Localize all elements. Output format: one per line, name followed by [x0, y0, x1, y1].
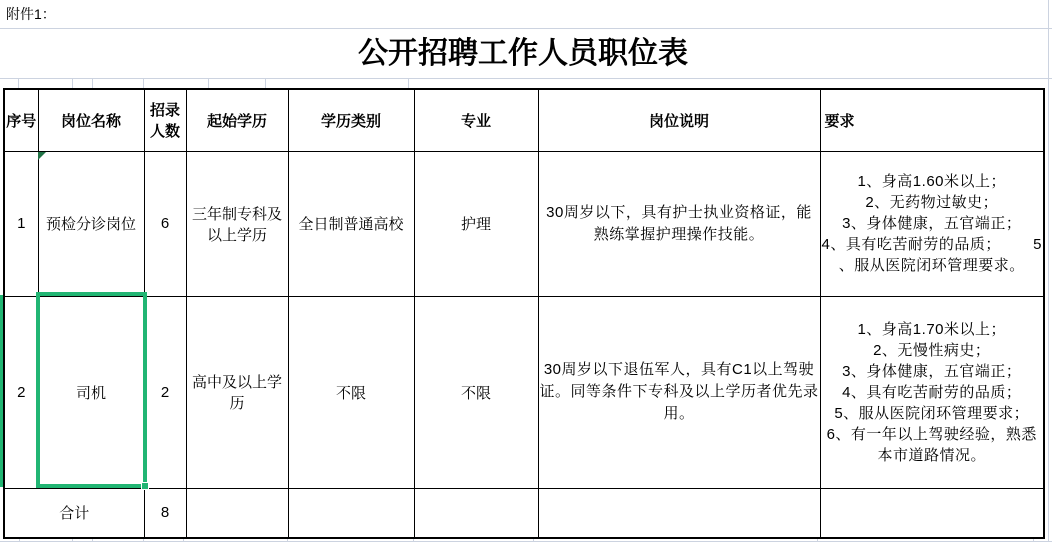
requirement-line: 6、有一年以上驾驶经验，熟悉本市道路情况。 — [826, 425, 1037, 464]
gridline — [0, 78, 1052, 79]
start-education-cell[interactable]: 高中及以上学历 — [186, 296, 288, 488]
cell-error-indicator-icon — [38, 152, 46, 160]
col-header-requirements[interactable]: 要求 — [820, 89, 1044, 151]
start-education-cell[interactable]: 三年制专科及以上学历 — [186, 151, 288, 296]
gridline — [143, 78, 144, 88]
col-header-seq[interactable]: 序号 — [4, 89, 38, 151]
description-cell[interactable]: 30周岁以下退伍军人，具有C1以上驾驶证。同等条件下专科及以上学历者优先录用。 — [538, 296, 820, 488]
position-cell[interactable]: 预检分诊岗位 — [38, 151, 144, 296]
seq-cell[interactable]: 1 — [4, 151, 38, 296]
total-row — [4, 488, 1044, 538]
requirement-line: 4、具有吃苦耐劳的品质； — [842, 383, 1022, 401]
requirement-line: 1、身高1.70米以上； — [857, 320, 1007, 338]
table-row — [4, 151, 1044, 296]
col-header-major[interactable]: 专业 — [414, 89, 538, 151]
requirement-line: 5、服从医院闭环管理要求； — [834, 404, 1030, 422]
education-type-cell[interactable]: 不限 — [288, 296, 414, 488]
cell-selection-border[interactable] — [36, 292, 147, 488]
position-table — [3, 88, 1045, 539]
seq-cell[interactable]: 2 — [4, 296, 38, 488]
total-label-cell[interactable]: 合计 — [4, 488, 144, 538]
gridline — [265, 78, 266, 88]
empty-cell[interactable] — [414, 488, 538, 538]
requirement-line: 2、无慢性病史； — [873, 341, 991, 359]
description-cell[interactable]: 30周岁以下，具有护士执业资格证，能熟练掌握护理操作技能。 — [538, 151, 820, 296]
count-cell[interactable]: 6 — [144, 151, 186, 296]
count-cell[interactable]: 2 — [144, 296, 186, 488]
total-count-cell[interactable]: 8 — [144, 488, 186, 538]
gridline — [408, 78, 409, 88]
major-cell[interactable]: 不限 — [414, 296, 538, 488]
gridline — [0, 28, 1052, 29]
table-row — [4, 296, 1044, 488]
page-title[interactable]: 公开招聘工作人员职位表 — [358, 37, 688, 70]
position-cell-selected[interactable]: 司机 — [38, 296, 144, 488]
col-header-description[interactable]: 岗位说明 — [538, 89, 820, 151]
empty-cell[interactable] — [288, 488, 414, 538]
col-header-start-education[interactable]: 起始学历 — [186, 89, 288, 151]
gridline — [208, 78, 209, 88]
empty-cell[interactable] — [820, 488, 1044, 538]
requirement-line: 2、无药物过敏史； — [865, 194, 999, 211]
empty-cell[interactable] — [186, 488, 288, 538]
gridline — [18, 78, 19, 88]
col-header-position[interactable]: 岗位名称 — [38, 89, 144, 151]
row-header-selection-stripe — [0, 295, 3, 487]
gridline — [72, 78, 73, 88]
gridline — [1048, 0, 1049, 542]
requirement-line: 4、具有吃苦耐劳的品质； 5 — [821, 236, 1042, 253]
education-type-cell[interactable]: 全日制普通高校 — [288, 151, 414, 296]
requirement-line: 1、身高1.60米以上； — [857, 173, 1007, 190]
gridline — [92, 78, 93, 88]
col-header-education-type[interactable]: 学历类别 — [288, 89, 414, 151]
requirements-cell[interactable] — [820, 151, 1044, 296]
attachment-label[interactable]: 附件1： — [6, 6, 56, 22]
requirement-line: 3、身体健康，五官端正； — [842, 215, 1022, 232]
requirement-line: 、服从医院闭环管理要求。 — [838, 257, 1025, 274]
empty-cell[interactable] — [538, 488, 820, 538]
col-header-count[interactable]: 招录人数 — [144, 89, 186, 151]
major-cell[interactable]: 护理 — [414, 151, 538, 296]
requirement-line: 3、身体健康，五官端正； — [842, 362, 1022, 380]
fill-handle[interactable] — [141, 482, 149, 490]
requirements-cell[interactable] — [820, 296, 1044, 488]
header-row — [4, 89, 1044, 151]
